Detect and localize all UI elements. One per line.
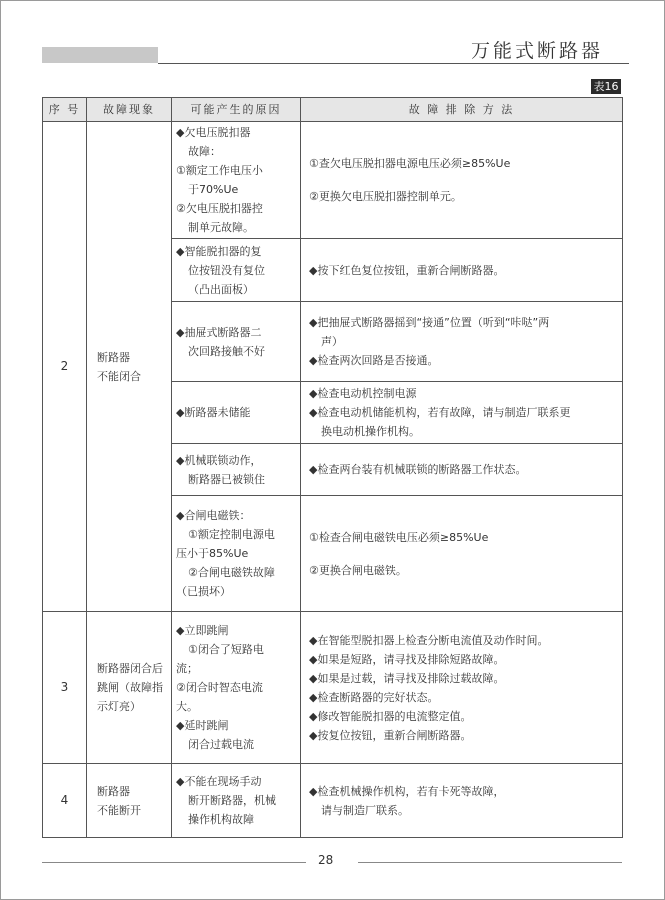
method-line: ◆在智能型脱扣器上检查分断电流值及动作时间。 <box>309 633 549 647</box>
footer-rule-left <box>42 862 306 863</box>
header-bar <box>42 47 158 63</box>
method-line: ◆检查电动机控制电源 <box>309 387 417 400</box>
method-cell <box>301 764 623 838</box>
method-line: ◆如果是过载，请寻找及排除过载故障。 <box>309 671 505 685</box>
cause-line: 断路器已被锁住 <box>188 472 265 486</box>
method-line: ◆按下红色复位按钮，重新合闸断路器。 <box>309 263 505 277</box>
method-line: ①查欠电压脱扣器电源电压必须≥85%Ue <box>309 157 511 170</box>
method-line: ◆修改智能脱扣器的电流整定值。 <box>309 709 472 723</box>
cause-line: 压小于85%Ue <box>176 547 249 560</box>
method-line: 请与制造厂联系。 <box>321 803 409 817</box>
page-number: 28 <box>318 853 334 867</box>
cause-cell <box>172 612 301 764</box>
symptom-line: 不能断开 <box>97 803 141 817</box>
cause-line: 故障： <box>188 145 221 158</box>
method-line: ◆把抽屉式断路器摇到“接通”位置（听到“咔哒”两 <box>309 316 550 329</box>
cause-line: ◆机械联锁动作， <box>176 453 262 467</box>
cause-line: ◆智能脱扣器的复 <box>176 244 262 258</box>
table-header-row <box>43 98 623 122</box>
cause-line: （已损坏） <box>176 585 231 598</box>
method-line: 换电动机操作机构。 <box>321 425 420 438</box>
cause-line: ◆立即跳闸 <box>176 624 229 637</box>
method-line: ②更换合闸电磁铁。 <box>309 563 407 577</box>
symptom-cell <box>87 612 172 764</box>
cause-line: ②欠电压脱扣器控 <box>176 202 263 215</box>
table-row <box>43 764 623 838</box>
cause-cell <box>172 302 301 382</box>
cause-line: 位按钮没有复位 <box>188 263 265 277</box>
cause-line: 断开断路器，机械 <box>188 794 276 807</box>
method-line: ◆检查机械操作机构，若有卡死等故障， <box>309 784 505 798</box>
cause-line: ◆断路器未储能 <box>176 406 251 419</box>
cause-line: ①闭合了短路电 <box>188 643 264 656</box>
symptom-line: 断路器闭合后 <box>97 662 163 675</box>
method-cell <box>301 382 623 444</box>
cause-cell <box>172 239 301 302</box>
cause-line: （凸出面板） <box>188 282 254 296</box>
table-row <box>43 122 623 239</box>
cause-line: ◆不能在现场手动 <box>176 775 262 788</box>
method-line: ◆检查电动机储能机构，若有故障，请与制造厂联系更 <box>309 406 571 419</box>
method-line: 声） <box>321 335 343 348</box>
cause-line: 闭合过载电流 <box>188 738 254 751</box>
spacer <box>309 173 614 187</box>
spacer <box>309 547 614 561</box>
cause-line: ②闭合时智态电流 <box>176 681 263 694</box>
cause-line: ◆合闸电磁铁： <box>176 509 251 522</box>
row-number: 2 <box>43 122 87 612</box>
cause-line: 操作机构故障 <box>188 813 254 826</box>
page-title: 万能式断路器 <box>470 40 603 62</box>
method-line: ◆检查两台装有机械联锁的断路器工作状态。 <box>309 463 527 476</box>
cause-cell <box>172 444 301 496</box>
cause-cell <box>172 496 301 612</box>
method-line: ◆按复位按钮，重新合闸断路器。 <box>309 728 472 742</box>
fault-table <box>42 97 623 838</box>
cause-line: ②合闸电磁铁故障 <box>188 566 275 579</box>
row-number: 4 <box>43 764 87 838</box>
method-line: ①检查合闸电磁铁电压必须≥85%Ue <box>309 530 489 544</box>
symptom-cell <box>87 122 172 612</box>
method-line: ②更换欠电压脱扣器控制单元。 <box>309 190 462 203</box>
method-cell <box>301 239 623 302</box>
method-cell <box>301 302 623 382</box>
method-cell <box>301 612 623 764</box>
header-rule <box>158 63 629 64</box>
cause-line: 流； <box>176 662 198 675</box>
symptom-line: 示灯亮） <box>97 700 141 713</box>
symptom-cell <box>87 764 172 838</box>
col-header-symptom: 故障现象 <box>87 98 172 122</box>
table-row <box>43 612 623 764</box>
method-cell <box>301 122 623 239</box>
cause-line: 制单元故障。 <box>188 221 254 234</box>
col-header-cause: 可能产生的原因 <box>172 98 301 122</box>
symptom-line: 断路器 <box>97 784 130 798</box>
symptom-line: 跳闸（故障指 <box>97 681 163 694</box>
cause-line: 大。 <box>176 700 198 713</box>
col-header-method: 故 障 排 除 方 法 <box>301 98 623 122</box>
table-label: 表16 <box>591 79 621 94</box>
cause-cell <box>172 764 301 838</box>
cause-cell <box>172 382 301 444</box>
cause-line: 次回路接触不好 <box>188 344 265 358</box>
cause-line: 于70%Ue <box>188 183 239 196</box>
cause-line: ◆抽屉式断路器二 <box>176 325 262 339</box>
footer-rule-right <box>358 862 622 863</box>
symptom-line: 不能闭合 <box>97 369 141 383</box>
method-line: ◆检查两次回路是否接通。 <box>309 354 439 367</box>
cause-line: ◆延时跳闸 <box>176 719 229 732</box>
cause-line: ①额定工作电压小 <box>176 164 263 177</box>
method-line: ◆如果是短路，请寻找及排除短路故障。 <box>309 652 505 666</box>
cause-line: ①额定控制电源电 <box>188 528 275 541</box>
method-cell <box>301 444 623 496</box>
row-number: 3 <box>43 612 87 764</box>
symptom-line: 断路器 <box>97 350 130 364</box>
method-cell <box>301 496 623 612</box>
cause-line: ◆欠电压脱扣器 <box>176 126 251 139</box>
col-header-no: 序 号 <box>43 98 87 122</box>
cause-cell <box>172 122 301 239</box>
method-line: ◆检查断路器的完好状态。 <box>309 690 439 704</box>
